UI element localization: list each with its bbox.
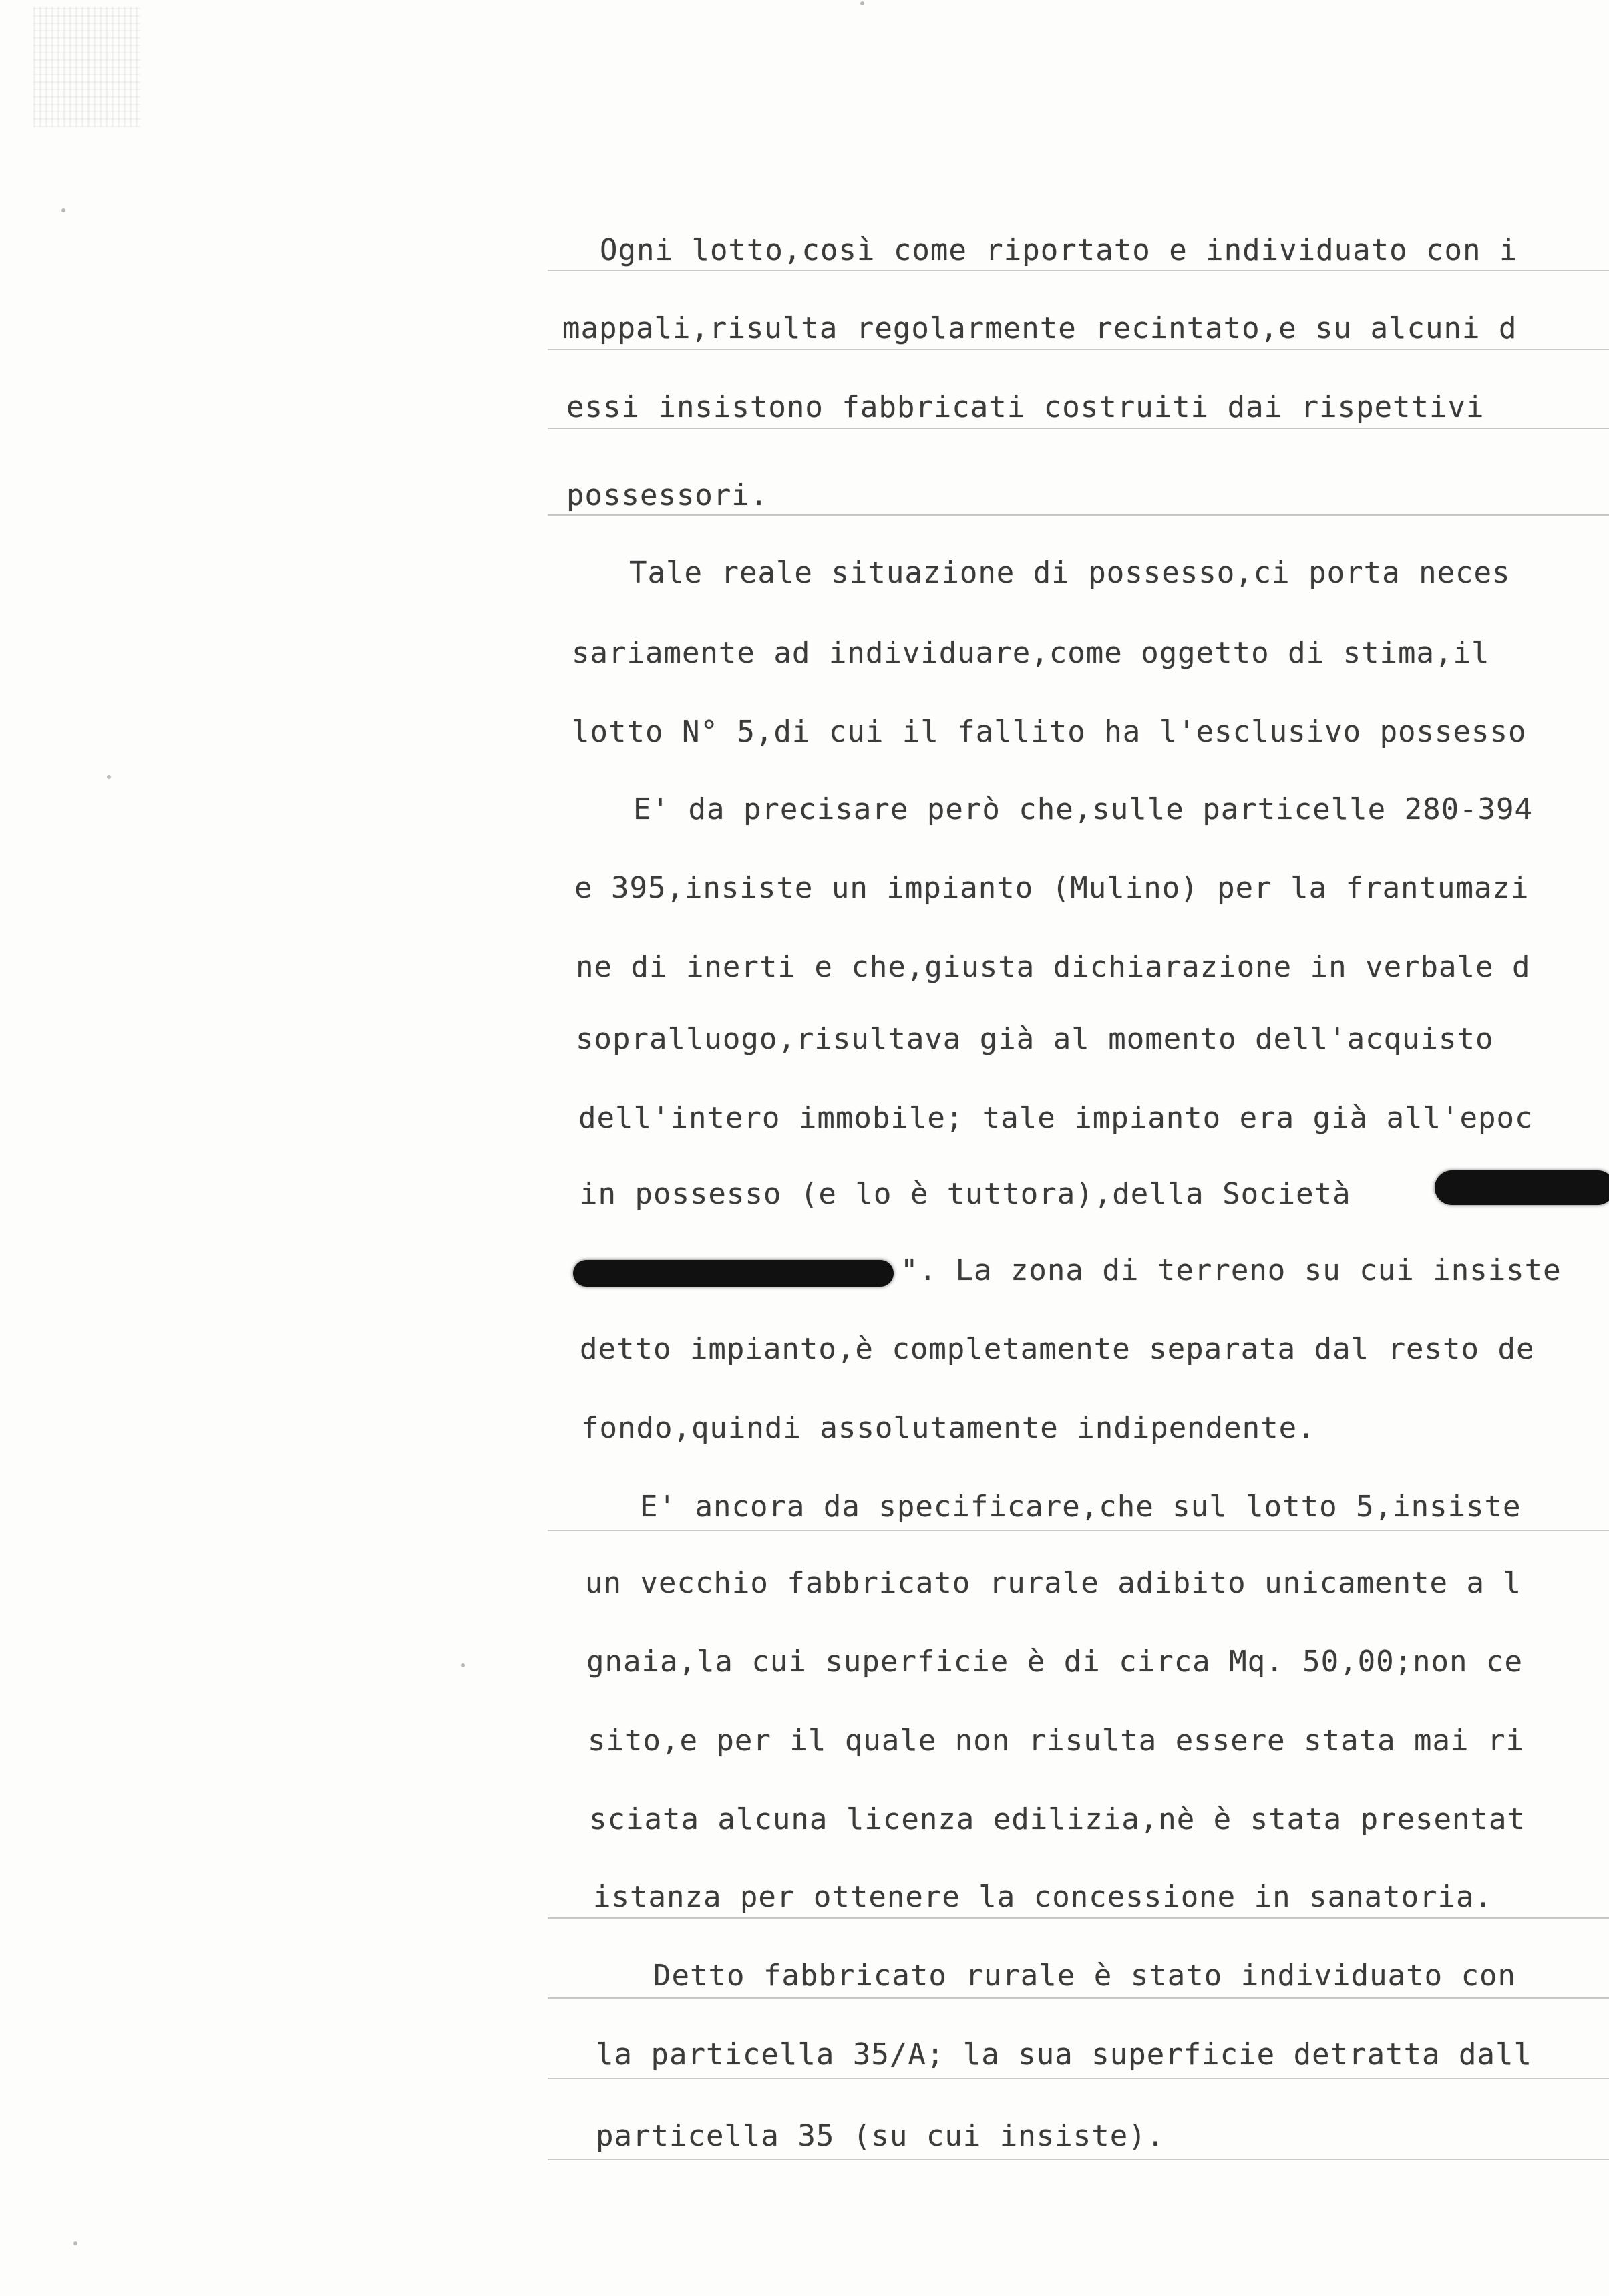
text-line: lotto N° 5,di cui il fallito ha l'esclusivo possesso [572,715,1527,749]
ruled-line [548,428,1609,429]
text-line: sariamente ad individuare,come oggetto di stima,il [572,636,1490,670]
scan-speck [107,775,111,779]
redaction-mark [1435,1170,1609,1205]
text-line: sopralluogo,risultava già al momento dell'acquisto [576,1022,1494,1056]
scan-noise-artifact [33,7,140,127]
ruled-line [548,2159,1609,2160]
text-line: Ogni lotto,così come riportato e individuato con i [600,233,1518,267]
ruled-line [548,2078,1609,2079]
scan-speck [61,208,65,212]
scan-speck [73,2241,77,2245]
text-line: particella 35 (su cui insiste). [596,2119,1166,2153]
text-line: ". La zona di terreno su cui insiste [900,1253,1562,1287]
text-line: Tale reale situazione di possesso,ci porta neces [629,556,1511,590]
ruled-line [548,1917,1609,1919]
ruled-line [548,349,1609,350]
text-line: la particella 35/A; la sua superficie detratta dall [596,2037,1533,2072]
text-line: E' da precisare però che,sulle particelle 280-394 [633,792,1534,826]
ruled-line [548,1530,1609,1531]
text-line: ne di inerti e che,giusta dichiarazione in verbale d [576,950,1531,984]
ruled-line [548,514,1609,516]
ruled-line [548,270,1609,271]
text-line: istanza per ottenere la concessione in sanatoria. [593,1880,1493,1914]
text-line: detto impianto,è completamente separata dal resto de [580,1332,1535,1366]
text-line: sciata alcuna licenza edilizia,nè è stata presentat [589,1802,1526,1836]
scan-speck [461,1663,465,1667]
text-line: mappali,risulta regolarmente recintato,e su alcuni d [562,311,1517,345]
text-line: gnaia,la cui superficie è di circa Mq. 50,00;non ce [586,1645,1524,1679]
text-line: un vecchio fabbricato rurale adibito unicamente a l [585,1566,1522,1600]
text-line: E' ancora da specificare,che sul lotto 5,insiste [640,1490,1522,1524]
text-line: dell'intero immobile; tale impianto era già all'epoc [578,1101,1534,1135]
text-line: fondo,quindi assolutamente indipendente. [581,1411,1316,1445]
text-line: sito,e per il quale non risulta essere stata mai ri [588,1724,1525,1758]
redaction-mark [573,1260,894,1287]
text-line: possessori. [566,478,769,512]
text-line: essi insistono fabbricati costruiti dai rispettivi [566,390,1485,424]
text-line: e 395,insiste un impianto (Mulino) per la frantumazi [574,871,1530,905]
text-line: Detto fabbricato rurale è stato individuato con [653,1959,1517,1993]
scan-speck [860,1,864,5]
ruled-line [548,1997,1609,1999]
text-line: in possesso (e lo è tuttora),della Società [580,1177,1351,1211]
